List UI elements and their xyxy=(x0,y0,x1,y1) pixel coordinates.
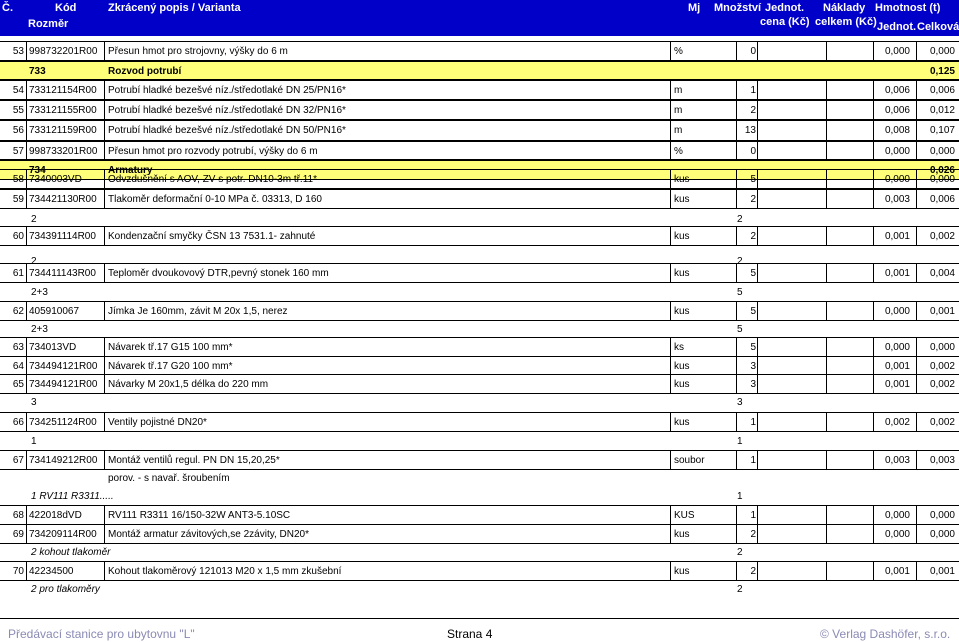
item-unit-weight: 0,003 xyxy=(884,194,910,205)
table-row xyxy=(0,337,959,357)
header-mnozstvi: Množství xyxy=(714,2,762,14)
column-divider xyxy=(104,142,105,159)
item-unit-weight: 0,001 xyxy=(884,231,910,242)
table-row xyxy=(0,374,959,394)
item-unit: kus xyxy=(674,306,690,317)
item-description: Odvzdušnění s AOV, ZV s potr. DN10-3m tř.11* xyxy=(108,174,317,185)
column-divider xyxy=(104,506,105,524)
item-description: Potrubí hladké bezešvé níz./středotlaké DN 50/PN16* xyxy=(108,125,346,136)
footer-page-number: Strana 4 xyxy=(447,627,493,641)
table-row xyxy=(0,561,959,581)
header-jednot-cena-2: cena (Kč) xyxy=(760,16,810,28)
column-divider xyxy=(757,413,758,431)
item-total-weight: 0,012 xyxy=(929,105,955,116)
column-divider xyxy=(670,525,671,543)
note-row xyxy=(0,469,959,489)
item-description: Jímka Je 160mm, závit M 20x 1,5, nerez xyxy=(108,306,288,317)
item-code: 7340003VD xyxy=(29,174,82,185)
column-divider xyxy=(757,142,758,159)
item-quantity: 2 xyxy=(750,529,756,540)
item-unit: kus xyxy=(674,566,690,577)
item-unit-weight: 0,006 xyxy=(884,105,910,116)
item-total-weight: 0,002 xyxy=(929,379,955,390)
item-description: Montáž armatur závitových,se 2závity, DN20* xyxy=(108,529,310,540)
item-quantity: 0 xyxy=(750,46,756,57)
note-row xyxy=(0,543,959,562)
note-row xyxy=(0,320,959,337)
item-quantity: 1 xyxy=(750,510,756,521)
item-unit: soubor xyxy=(674,455,705,466)
item-description: Návarky M 20x1,5 délka do 220 mm xyxy=(108,379,269,390)
footer-project-title: Předávací stanice pro ubytovnu "L" xyxy=(8,627,195,641)
note-text: 2 pro tlakoměry xyxy=(31,584,100,595)
column-divider xyxy=(104,375,105,393)
table-row xyxy=(0,169,959,189)
column-divider xyxy=(757,81,758,99)
header-kod: Kód xyxy=(55,2,77,14)
group-title: Armatury xyxy=(108,165,153,176)
item-unit: kus xyxy=(674,361,690,372)
item-unit: KUS xyxy=(674,510,695,521)
column-divider xyxy=(104,357,105,374)
item-description: Ventily pojistné DN20* xyxy=(108,417,207,428)
item-unit: kus xyxy=(674,231,690,242)
column-divider xyxy=(670,562,671,580)
item-code: 734209114R00 xyxy=(29,529,97,540)
table-row xyxy=(0,226,959,246)
column-divider xyxy=(104,525,105,543)
item-description: Potrubí hladké bezešvé níz./středotlaké DN 25/PN16* xyxy=(108,85,346,96)
item-unit: kus xyxy=(674,379,690,390)
item-unit-weight: 0,000 xyxy=(884,146,910,157)
table-row xyxy=(0,120,959,141)
column-divider xyxy=(757,506,758,524)
table-row xyxy=(0,80,959,100)
column-divider xyxy=(26,264,27,282)
item-unit-weight: 0,001 xyxy=(884,361,910,372)
column-divider xyxy=(104,101,105,119)
item-unit: % xyxy=(674,46,683,57)
row-number: 63 xyxy=(12,342,24,353)
note-quantity: 5 xyxy=(737,287,743,298)
column-divider xyxy=(104,413,105,431)
table-row xyxy=(0,141,959,160)
item-unit-weight: 0,000 xyxy=(884,306,910,317)
item-quantity: 5 xyxy=(750,342,756,353)
group-total-weight: 0,125 xyxy=(929,66,955,77)
row-number: 68 xyxy=(12,510,24,521)
item-total-weight: 0,006 xyxy=(929,85,955,96)
column-divider xyxy=(670,81,671,99)
group-total-weight: 0,026 xyxy=(929,165,955,176)
note-quantity: 3 xyxy=(737,397,743,408)
item-total-weight: 0,003 xyxy=(929,455,955,466)
note-quantity: 2 xyxy=(737,584,743,595)
table-row xyxy=(0,189,959,209)
column-divider xyxy=(104,81,105,99)
group-row xyxy=(0,61,959,80)
item-code: 422018dVD xyxy=(29,510,82,521)
column-divider xyxy=(757,338,758,356)
item-code: 733121155R00 xyxy=(29,105,97,116)
item-total-weight: 0,004 xyxy=(929,268,955,279)
item-code: 734411143R00 xyxy=(29,268,96,279)
row-number: 65 xyxy=(12,379,24,390)
column-divider xyxy=(670,264,671,282)
table-row xyxy=(0,356,959,375)
item-unit: m xyxy=(674,85,683,96)
item-unit-weight: 0,001 xyxy=(884,268,910,279)
column-divider xyxy=(670,142,671,159)
item-unit: m xyxy=(674,125,683,136)
item-description: Tlakoměr deformační 0-10 MPa č. 03313, D 160 xyxy=(108,194,322,205)
item-unit: kus xyxy=(674,417,690,428)
row-number: 54 xyxy=(12,85,24,96)
column-divider xyxy=(26,227,27,245)
item-total-weight: 0,107 xyxy=(929,125,955,136)
header-mj: Mj xyxy=(688,2,701,14)
column-divider xyxy=(670,170,671,188)
item-total-weight: 0,000 xyxy=(929,529,955,540)
column-divider xyxy=(26,375,27,393)
note-text: 3 xyxy=(31,397,37,408)
row-number: 61 xyxy=(12,268,24,279)
column-divider xyxy=(757,227,758,245)
table-row xyxy=(0,100,959,120)
table-row xyxy=(0,412,959,432)
note-quantity: 5 xyxy=(737,324,743,335)
table-row xyxy=(0,524,959,544)
column-divider xyxy=(757,451,758,469)
item-code: 734251124R00 xyxy=(29,417,97,428)
column-divider xyxy=(104,451,105,469)
item-quantity: 5 xyxy=(750,174,756,185)
column-divider xyxy=(104,338,105,356)
column-divider xyxy=(26,506,27,524)
item-code: 734494121R00 xyxy=(29,361,98,372)
note-row xyxy=(0,432,959,450)
item-total-weight: 0,006 xyxy=(929,194,955,205)
item-code: 734494121R00 xyxy=(29,379,98,390)
row-number: 55 xyxy=(12,105,24,116)
column-divider xyxy=(26,42,27,60)
item-unit-weight: 0,001 xyxy=(884,379,910,390)
header-hmotnost: Hmotnost (t) xyxy=(875,2,941,14)
note-quantity: 2 xyxy=(737,547,743,558)
column-divider xyxy=(757,357,758,374)
note-text: 2+3 xyxy=(31,324,48,335)
table-row xyxy=(0,450,959,470)
item-code: 405910067 xyxy=(29,306,80,317)
column-divider xyxy=(104,562,105,580)
table-row xyxy=(0,505,959,525)
column-divider xyxy=(670,190,671,208)
item-unit-weight: 0,000 xyxy=(884,529,910,540)
column-divider xyxy=(104,302,105,320)
column-divider xyxy=(670,338,671,356)
column-divider xyxy=(26,302,27,320)
note-row xyxy=(0,393,959,411)
column-divider xyxy=(26,451,27,469)
item-unit: kus xyxy=(674,529,690,540)
column-divider xyxy=(670,227,671,245)
column-divider xyxy=(670,42,671,60)
item-description: Návarek tř.17 G20 100 mm* xyxy=(108,361,233,372)
row-number: 62 xyxy=(12,306,24,317)
column-divider xyxy=(26,170,27,188)
column-divider xyxy=(670,413,671,431)
header-popis: Zkrácený popis / Varianta xyxy=(108,2,241,14)
item-description: Kohout tlakoměrový 121013 M20 x 1,5 mm zkušební xyxy=(108,566,342,577)
item-quantity: 2 xyxy=(750,231,756,242)
column-divider xyxy=(26,413,27,431)
column-divider xyxy=(104,42,105,60)
item-quantity: 2 xyxy=(750,194,756,205)
row-number: 70 xyxy=(12,566,24,577)
group-title: Rozvod potrubí xyxy=(108,66,182,77)
note-text: 2 xyxy=(31,214,37,225)
item-description: Montáž ventilů regul. PN DN 15,20,25* xyxy=(108,455,280,466)
header-jednot-cena-1: Jednot. xyxy=(765,2,805,14)
item-unit-weight: 0,008 xyxy=(884,125,910,136)
header-hm-celkova: Celková xyxy=(917,21,959,33)
note-row xyxy=(0,580,959,599)
column-divider xyxy=(26,525,27,543)
item-description: Přesun hmot pro rozvody potrubí, výšky do 6 m xyxy=(108,146,318,157)
item-description: Návarek tř.17 G15 100 mm* xyxy=(108,342,233,353)
item-total-weight: 0,000 xyxy=(929,342,955,353)
item-total-weight: 0,000 xyxy=(929,46,955,57)
header-naklady-2: celkem (Kč) xyxy=(815,16,877,28)
column-divider xyxy=(757,170,758,188)
row-number: 58 xyxy=(12,174,24,185)
item-code: 733121159R00 xyxy=(29,125,97,136)
column-divider xyxy=(26,121,27,140)
column-divider xyxy=(26,190,27,208)
item-quantity: 1 xyxy=(750,417,756,428)
item-unit: kus xyxy=(674,268,690,279)
item-quantity: 1 xyxy=(750,85,756,96)
item-total-weight: 0,002 xyxy=(929,417,955,428)
item-description: RV111 R3311 16/150-32W ANT3-5.10SC xyxy=(108,510,291,521)
note-row xyxy=(0,283,959,300)
item-quantity: 13 xyxy=(744,125,756,136)
item-unit-weight: 0,003 xyxy=(884,455,910,466)
header-naklady-1: Náklady xyxy=(823,2,866,14)
item-unit: kus xyxy=(674,194,690,205)
row-number: 64 xyxy=(12,361,24,372)
column-divider xyxy=(26,142,27,159)
table-header xyxy=(0,0,959,36)
group-code: 733 xyxy=(29,66,46,77)
note-quantity: 1 xyxy=(737,491,743,502)
note-quantity: 1 xyxy=(737,436,743,447)
item-description: Přesun hmot pro strojovny, výšky do 6 m xyxy=(108,46,288,57)
item-unit-weight: 0,006 xyxy=(884,85,910,96)
column-divider xyxy=(757,42,758,60)
item-unit-weight: 0,000 xyxy=(884,174,910,185)
item-unit-weight: 0,002 xyxy=(884,417,910,428)
column-divider xyxy=(26,562,27,580)
item-quantity: 0 xyxy=(750,146,756,157)
note-text: 2 xyxy=(31,256,37,267)
item-total-weight: 0,000 xyxy=(929,174,955,185)
column-divider xyxy=(670,101,671,119)
item-code: 42234500 xyxy=(29,566,74,577)
item-quantity: 5 xyxy=(750,268,756,279)
item-unit-weight: 0,000 xyxy=(884,342,910,353)
row-number: 57 xyxy=(12,146,24,157)
column-divider xyxy=(26,338,27,356)
item-quantity: 1 xyxy=(750,455,756,466)
column-divider xyxy=(757,101,758,119)
column-divider xyxy=(26,357,27,374)
header-cislo: Č. xyxy=(2,2,13,14)
item-quantity: 2 xyxy=(750,566,756,577)
table-row xyxy=(0,41,959,61)
item-unit: m xyxy=(674,105,683,116)
row-number: 66 xyxy=(12,417,24,428)
table-row xyxy=(0,263,959,283)
column-divider xyxy=(670,357,671,374)
note-text: porov. - s navař. šroubením xyxy=(108,473,230,484)
item-total-weight: 0,001 xyxy=(929,566,955,577)
column-divider xyxy=(26,101,27,119)
item-quantity: 5 xyxy=(750,306,756,317)
column-divider xyxy=(104,170,105,188)
row-number: 56 xyxy=(12,125,24,136)
row-number: 59 xyxy=(12,194,24,205)
item-unit-weight: 0,000 xyxy=(884,46,910,57)
item-unit-weight: 0,001 xyxy=(884,566,910,577)
item-unit-weight: 0,000 xyxy=(884,510,910,521)
column-divider xyxy=(26,81,27,99)
header-hm-jednot: Jednot. xyxy=(877,21,917,33)
item-code: 734421130R00 xyxy=(29,194,97,205)
column-divider xyxy=(757,264,758,282)
note-quantity: 2 xyxy=(737,214,743,225)
row-number: 67 xyxy=(12,455,24,466)
column-divider xyxy=(104,121,105,140)
column-divider xyxy=(757,121,758,140)
item-unit: ks xyxy=(674,342,684,353)
footer-copyright: © Verlag Dashöfer, s.r.o. xyxy=(820,627,951,641)
item-code: 998733201R00 xyxy=(29,146,98,157)
column-divider xyxy=(670,375,671,393)
column-divider xyxy=(104,264,105,282)
item-description: Potrubí hladké bezešvé níz./středotlaké DN 32/PN16* xyxy=(108,105,346,116)
column-divider xyxy=(104,227,105,245)
item-total-weight: 0,002 xyxy=(929,231,955,242)
column-divider xyxy=(670,506,671,524)
note-text: 2 kohout tlakoměr xyxy=(31,547,111,558)
column-divider xyxy=(757,375,758,393)
column-divider xyxy=(757,562,758,580)
item-total-weight: 0,000 xyxy=(929,510,955,521)
column-divider xyxy=(104,190,105,208)
item-code: 734013VD xyxy=(29,342,77,353)
item-total-weight: 0,001 xyxy=(929,306,955,317)
item-description: Teploměr dvoukovový DTR,pevný stonek 160 mm xyxy=(108,268,329,279)
column-divider xyxy=(757,190,758,208)
header-rozmer: Rozměr xyxy=(28,18,69,30)
row-number: 69 xyxy=(12,529,24,540)
note-text: 2+3 xyxy=(31,287,48,298)
column-divider xyxy=(757,302,758,320)
item-total-weight: 0,000 xyxy=(929,146,955,157)
column-divider xyxy=(757,525,758,543)
item-description: Kondenzační smyčky ČSN 13 7531.1- zahnuté xyxy=(108,231,316,242)
row-number: 60 xyxy=(12,231,24,242)
page-footer xyxy=(0,618,959,642)
item-code: 734149212R00 xyxy=(29,455,98,466)
item-quantity: 3 xyxy=(750,361,756,372)
item-quantity: 3 xyxy=(750,379,756,390)
note-quantity: 2 xyxy=(737,256,743,267)
column-divider xyxy=(670,302,671,320)
row-number: 53 xyxy=(12,46,24,57)
note-text: 1 RV111 R3311..... xyxy=(31,491,114,502)
table-row xyxy=(0,301,959,321)
note-row xyxy=(0,487,959,506)
column-divider xyxy=(670,451,671,469)
item-unit: % xyxy=(674,146,683,157)
item-code: 733121154R00 xyxy=(29,85,97,96)
group-code: 734 xyxy=(29,165,46,176)
note-text: 1 xyxy=(31,436,37,447)
item-quantity: 2 xyxy=(750,105,756,116)
item-code: 734391114R00 xyxy=(29,231,96,242)
item-total-weight: 0,002 xyxy=(929,361,955,372)
item-unit: kus xyxy=(674,174,690,185)
item-code: 998732201R00 xyxy=(29,46,98,57)
column-divider xyxy=(670,121,671,140)
